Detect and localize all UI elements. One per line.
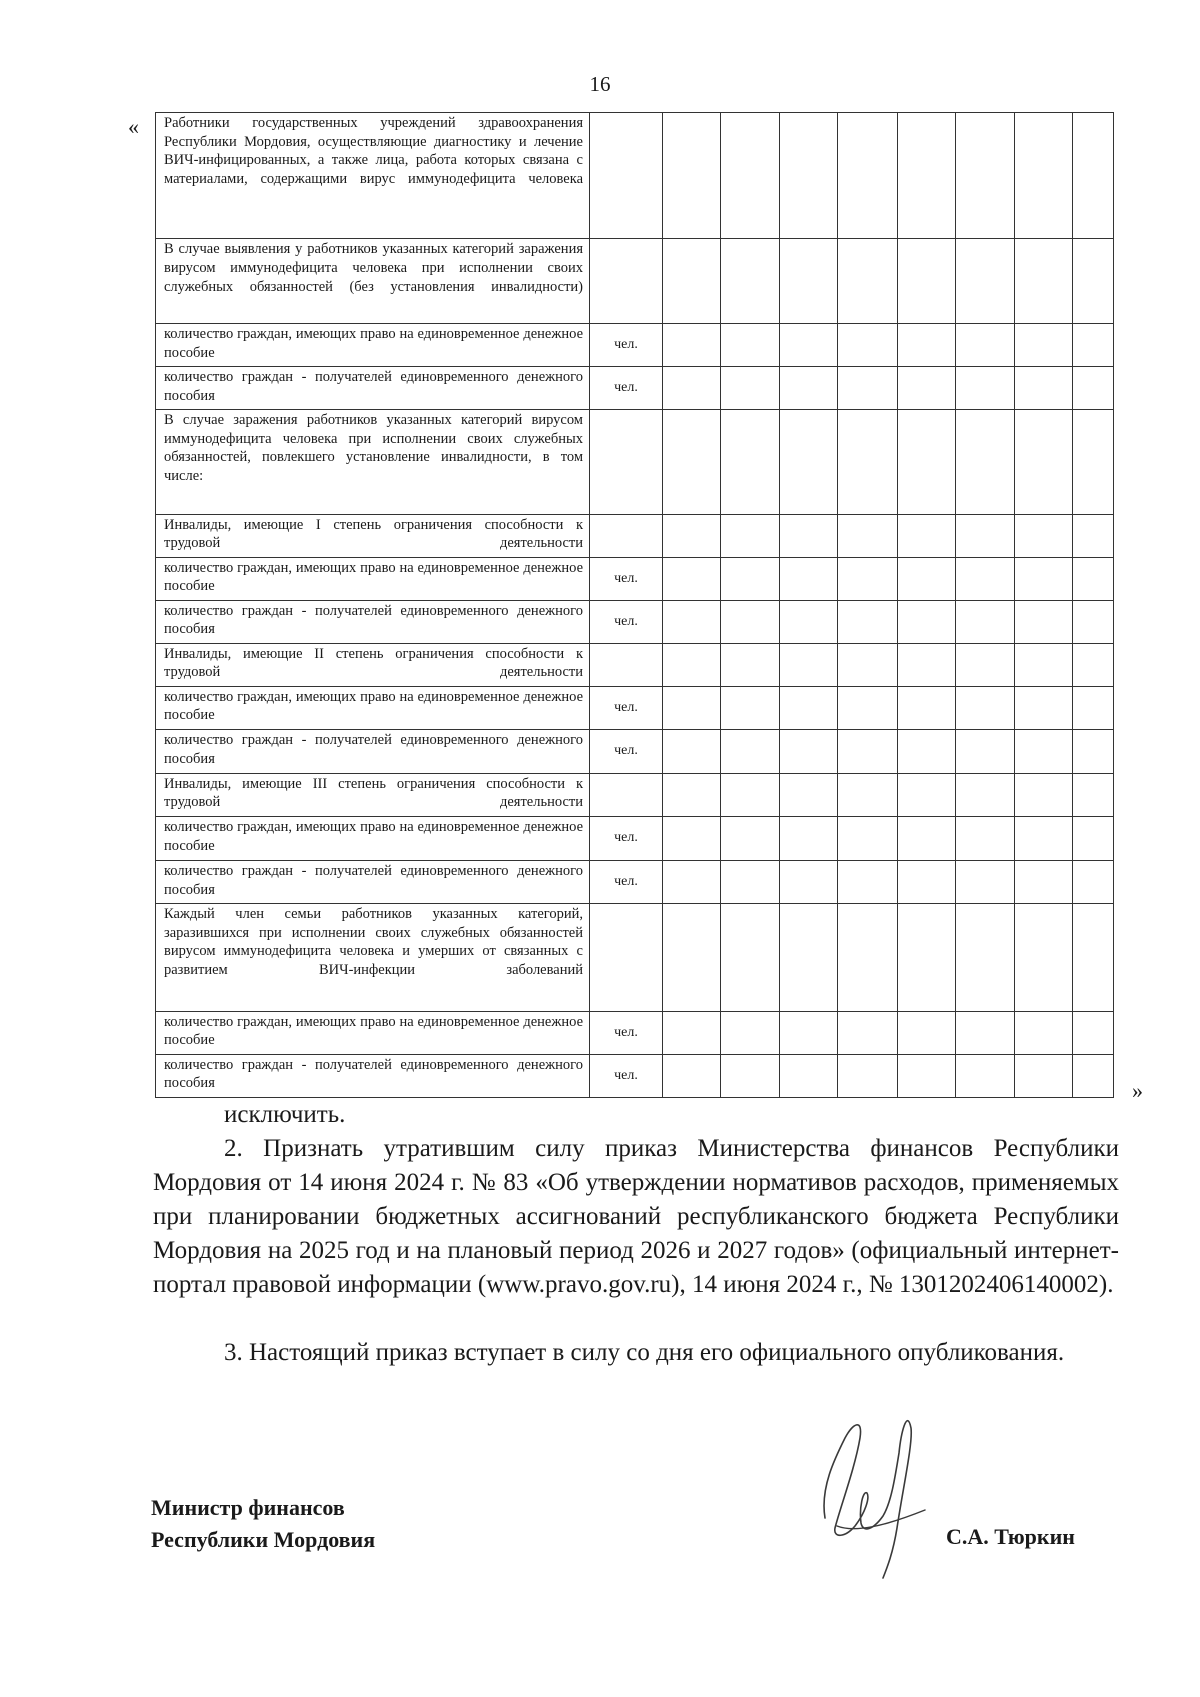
value-cell [956, 367, 1015, 410]
table-row [156, 816, 1114, 860]
value-cell [780, 643, 838, 686]
signatory-title-line2: Республики Мордовия [151, 1527, 376, 1552]
row-unit: чел. [590, 324, 663, 367]
value-cell [721, 324, 780, 367]
value-cell [663, 643, 721, 686]
value-cell [780, 239, 838, 324]
table-row [156, 239, 1114, 324]
row-unit: чел. [590, 600, 663, 643]
value-cell [663, 860, 721, 903]
table-row [156, 903, 1114, 1011]
value-cell [780, 410, 838, 514]
table-row [156, 410, 1114, 514]
handwritten-signature [815, 1398, 965, 1583]
row-unit [590, 643, 663, 686]
value-cell [1015, 1054, 1073, 1097]
page-number: 16 [589, 72, 611, 96]
row-description: количество граждан, имеющих право на единовременное денежное пособие [156, 686, 590, 729]
table-row [156, 113, 1114, 239]
value-cell [721, 367, 780, 410]
value-cell [780, 729, 838, 773]
signatory-title-line1: Министр финансов [151, 1495, 345, 1520]
value-cell [1073, 324, 1114, 367]
value-cell [1073, 729, 1114, 773]
value-cell [898, 514, 956, 557]
value-cell [721, 686, 780, 729]
value-cell [838, 557, 898, 600]
value-cell [721, 860, 780, 903]
table-row [156, 1011, 1114, 1054]
value-cell [1073, 514, 1114, 557]
row-unit: чел. [590, 1011, 663, 1054]
row-description: Каждый член семьи работников указанных категорий, заразившихся при исполнении своих служебных обязанностей вирусом иммунодефицита человека и умерших от связанных с развитием ВИЧ-инфекции заболеваний [156, 903, 590, 1011]
value-cell [1073, 773, 1114, 816]
opening-quote: « [128, 114, 139, 139]
value-cell [956, 1011, 1015, 1054]
value-cell [1015, 557, 1073, 600]
row-unit: чел. [590, 729, 663, 773]
value-cell [1015, 729, 1073, 773]
value-cell [721, 643, 780, 686]
value-cell [1073, 557, 1114, 600]
value-cell [1015, 860, 1073, 903]
value-cell [956, 557, 1015, 600]
row-description: В случае выявления у работников указанных категорий заражения вирусом иммунодефицита человека при исполнении своих служебных обязанностей (без установления инвалидности) [156, 239, 590, 324]
row-unit: чел. [590, 367, 663, 410]
value-cell [1015, 324, 1073, 367]
row-unit: чел. [590, 686, 663, 729]
value-cell [663, 1054, 721, 1097]
value-cell [1015, 410, 1073, 514]
value-cell [898, 1054, 956, 1097]
table-row [156, 1054, 1114, 1097]
value-cell [780, 324, 838, 367]
table-row [156, 686, 1114, 729]
value-cell [663, 729, 721, 773]
value-cell [780, 686, 838, 729]
row-unit: чел. [590, 1054, 663, 1097]
value-cell [898, 773, 956, 816]
value-cell [1015, 239, 1073, 324]
value-cell [838, 367, 898, 410]
value-cell [838, 600, 898, 643]
table-row [156, 860, 1114, 903]
value-cell [663, 239, 721, 324]
row-description: Инвалиды, имеющие I степень ограничения способности к трудовой деятельности [156, 514, 590, 557]
row-description: Работники государственных учреждений здравоохранения Республики Мордовия, осуществляющие диагностику и лечение ВИЧ-инфицированных, а также лица, работа которых связана с материалами, содержащими вирус иммунодефицита человека [156, 113, 590, 239]
value-cell [1073, 1011, 1114, 1054]
value-cell [838, 324, 898, 367]
value-cell [780, 860, 838, 903]
value-cell [838, 773, 898, 816]
value-cell [663, 773, 721, 816]
row-unit: чел. [590, 557, 663, 600]
value-cell [780, 113, 838, 239]
table-row [156, 514, 1114, 557]
row-unit [590, 903, 663, 1011]
value-cell [898, 239, 956, 324]
value-cell [898, 860, 956, 903]
value-cell [956, 816, 1015, 860]
row-description: количество граждан, имеющих право на единовременное денежное пособие [156, 324, 590, 367]
value-cell [898, 113, 956, 239]
value-cell [1073, 686, 1114, 729]
value-cell [663, 600, 721, 643]
value-cell [721, 600, 780, 643]
value-cell [780, 514, 838, 557]
value-cell [838, 816, 898, 860]
value-cell [1015, 600, 1073, 643]
row-description: количество граждан - получателей единовременного денежного пособия [156, 600, 590, 643]
value-cell [780, 557, 838, 600]
value-cell [838, 643, 898, 686]
table-row [156, 600, 1114, 643]
value-cell [956, 860, 1015, 903]
value-cell [956, 239, 1015, 324]
value-cell [898, 729, 956, 773]
value-cell [1073, 410, 1114, 514]
value-cell [1015, 113, 1073, 239]
value-cell [956, 113, 1015, 239]
value-cell [780, 903, 838, 1011]
value-cell [898, 816, 956, 860]
value-cell [956, 410, 1015, 514]
value-cell [780, 367, 838, 410]
value-cell [721, 1011, 780, 1054]
value-cell [838, 686, 898, 729]
value-cell [838, 410, 898, 514]
value-cell [956, 903, 1015, 1011]
value-cell [780, 1054, 838, 1097]
value-cell [721, 113, 780, 239]
value-cell [1073, 816, 1114, 860]
value-cell [1015, 643, 1073, 686]
row-description: количество граждан - получателей единовременного денежного пособия [156, 860, 590, 903]
table-row [156, 557, 1114, 600]
row-description: количество граждан - получателей единовременного денежного пособия [156, 729, 590, 773]
value-cell [1073, 600, 1114, 643]
row-unit [590, 773, 663, 816]
value-cell [780, 1011, 838, 1054]
value-cell [663, 686, 721, 729]
value-cell [838, 514, 898, 557]
indicators-table [155, 112, 1114, 1098]
value-cell [898, 600, 956, 643]
row-description: количество граждан, имеющих право на единовременное денежное пособие [156, 816, 590, 860]
value-cell [1073, 1054, 1114, 1097]
value-cell [838, 860, 898, 903]
value-cell [956, 1054, 1015, 1097]
value-cell [1015, 514, 1073, 557]
value-cell [898, 557, 956, 600]
value-cell [721, 514, 780, 557]
signatory-title [151, 1492, 375, 1556]
value-cell [1015, 816, 1073, 860]
value-cell [1073, 367, 1114, 410]
value-cell [721, 773, 780, 816]
row-description: Инвалиды, имеющие III степень ограничения способности к трудовой деятельности [156, 773, 590, 816]
row-description: количество граждан - получателей единовременного денежного пособия [156, 1054, 590, 1097]
value-cell [1015, 773, 1073, 816]
row-unit: чел. [590, 816, 663, 860]
table-row [156, 324, 1114, 367]
value-cell [721, 410, 780, 514]
value-cell [1015, 1011, 1073, 1054]
value-cell [663, 113, 721, 239]
value-cell [956, 514, 1015, 557]
value-cell [780, 773, 838, 816]
value-cell [898, 903, 956, 1011]
row-unit [590, 410, 663, 514]
value-cell [898, 643, 956, 686]
value-cell [1015, 903, 1073, 1011]
value-cell [956, 729, 1015, 773]
value-cell [663, 903, 721, 1011]
value-cell [663, 514, 721, 557]
value-cell [838, 1011, 898, 1054]
value-cell [1073, 643, 1114, 686]
value-cell [1073, 113, 1114, 239]
value-cell [1073, 239, 1114, 324]
table-row [156, 729, 1114, 773]
value-cell [780, 816, 838, 860]
row-description: Инвалиды, имеющие II степень ограничения способности к трудовой деятельности [156, 643, 590, 686]
value-cell [898, 367, 956, 410]
row-unit [590, 113, 663, 239]
table-row [156, 643, 1114, 686]
value-cell [1073, 860, 1114, 903]
value-cell [1073, 903, 1114, 1011]
value-cell [838, 729, 898, 773]
signatory-name: С.А. Тюркин [946, 1524, 1075, 1549]
value-cell [956, 600, 1015, 643]
value-cell [780, 600, 838, 643]
value-cell [663, 324, 721, 367]
value-cell [898, 324, 956, 367]
row-unit [590, 239, 663, 324]
table-row [156, 367, 1114, 410]
paragraph-3: 3. Настоящий приказ вступает в силу со дня его официального опубликования. [224, 1339, 1065, 1366]
value-cell [721, 239, 780, 324]
value-cell [956, 643, 1015, 686]
value-cell [663, 557, 721, 600]
value-cell [956, 773, 1015, 816]
row-description: количество граждан - получателей единовременного денежного пособия [156, 367, 590, 410]
value-cell [663, 816, 721, 860]
paragraph-2: 2. Признать утратившим силу приказ Министерства финансов Республики Мордовия от 14 июня 2024 г. № 83 «Об утверждении нормативов расходов, применяемых при планировании бюджетных ассигнований республиканского бюджета Республики Мордовия на 2025 год и на плановый период 2026 и 2027 годов» (официальный интернет-портал правовой информации (www.pravo.gov.ru), 14 июня 2024 г., № 1301202406140002). [153, 1135, 1119, 1298]
value-cell [898, 410, 956, 514]
value-cell [838, 113, 898, 239]
value-cell [898, 1011, 956, 1054]
exclude-text: исключить. [224, 1101, 346, 1128]
value-cell [1015, 367, 1073, 410]
value-cell [721, 729, 780, 773]
value-cell [956, 324, 1015, 367]
value-cell [838, 239, 898, 324]
value-cell [663, 367, 721, 410]
row-description: В случае заражения работников указанных категорий вирусом иммунодефицита человека при исполнении своих служебных обязанностей, повлекшего установление инвалидности, в том числе: [156, 410, 590, 514]
value-cell [721, 1054, 780, 1097]
value-cell [838, 903, 898, 1011]
row-description: количество граждан, имеющих право на единовременное денежное пособие [156, 1011, 590, 1054]
row-description: количество граждан, имеющих право на единовременное денежное пособие [156, 557, 590, 600]
closing-quote: » [1132, 1078, 1143, 1103]
value-cell [898, 686, 956, 729]
table-row [156, 773, 1114, 816]
value-cell [721, 557, 780, 600]
value-cell [721, 903, 780, 1011]
row-unit [590, 514, 663, 557]
value-cell [663, 1011, 721, 1054]
value-cell [956, 686, 1015, 729]
value-cell [663, 410, 721, 514]
value-cell [1015, 686, 1073, 729]
value-cell [838, 1054, 898, 1097]
row-unit: чел. [590, 860, 663, 903]
value-cell [721, 816, 780, 860]
